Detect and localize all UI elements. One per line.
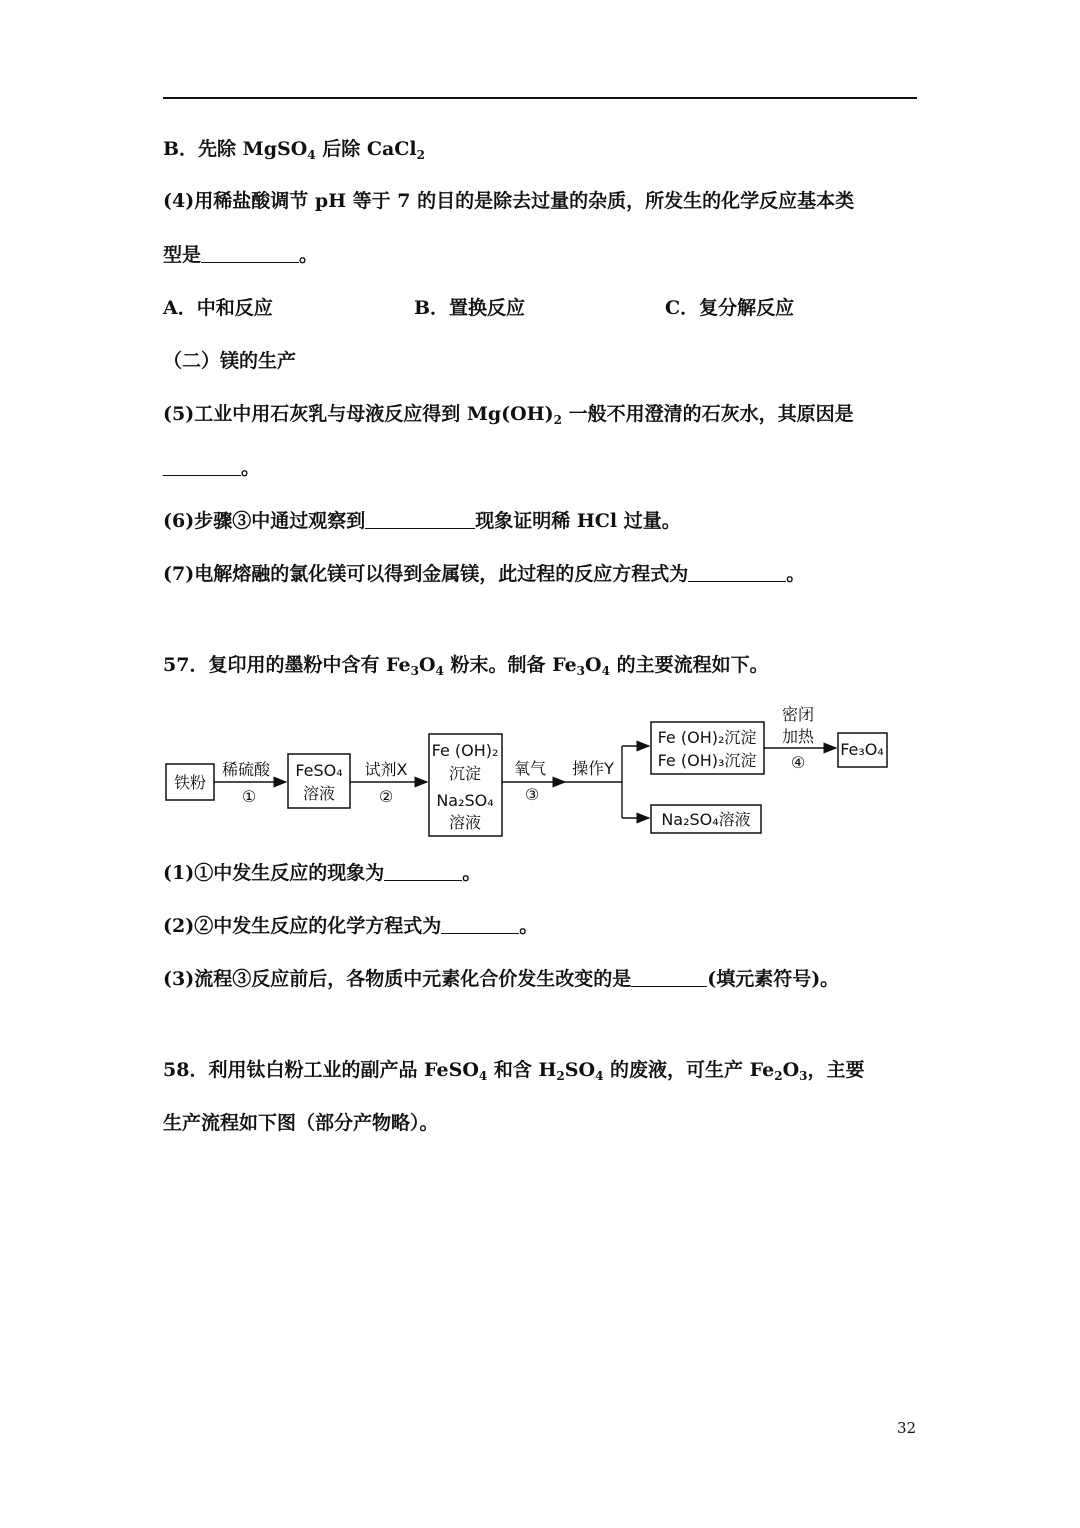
choice-c: C．复分解反应 bbox=[665, 297, 795, 319]
question-57-3: (3)流程③反应前后，各物质中元素化合价发生改变的是 (填元素符号)。 bbox=[163, 968, 840, 990]
page-number: 32 bbox=[897, 1419, 917, 1437]
mixture-label-d: 溶液 bbox=[448, 813, 482, 832]
answer-blank[interactable] bbox=[163, 457, 241, 476]
question-6: (6)步骤③中通过观察到 现象证明稀 HCl 过量。 bbox=[163, 510, 681, 532]
question-58-line1: 58．利用钛白粉工业的副产品 FeSO$_4$ 和含 $H_2SO_4$ 的废液，可生产 $Fe_2O_3$，主要 bbox=[163, 1059, 865, 1083]
iron-powder-label: 铁粉 bbox=[173, 773, 207, 792]
question-5-line1: (5)工业中用石灰乳与母液反应得到 $Mg(OH)_2$ 一般不用澄清的石灰水，其原因是 bbox=[163, 403, 854, 427]
step2-label: ② bbox=[378, 787, 394, 806]
question-5-line2: 。 bbox=[163, 455, 260, 481]
answer-blank[interactable] bbox=[384, 862, 462, 881]
reagent-x-label: 试剂X bbox=[364, 760, 408, 779]
answer-blank[interactable] bbox=[365, 510, 475, 529]
operation-y-label: 操作Y bbox=[572, 759, 614, 778]
question-7: (7)电解熔融的氯化镁可以得到金属镁，此过程的反应方程式为 。 bbox=[163, 563, 806, 585]
choice-a: A．中和反应 bbox=[163, 297, 273, 319]
step3-label: ③ bbox=[524, 785, 540, 804]
choice-b: B．置换反应 bbox=[414, 297, 526, 319]
question-4-line1: (4)用稀盐酸调节 pH 等于 7 的目的是除去过量的杂质，所发生的化学反应基本类 bbox=[163, 190, 855, 212]
feso4-label: FeSO₄ bbox=[295, 761, 343, 780]
mixture-label-b: 沉淀 bbox=[448, 764, 482, 783]
step1-label: ① bbox=[241, 787, 257, 806]
question-4-line2: 型是 。 bbox=[163, 244, 319, 266]
process-flow-diagram bbox=[160, 700, 900, 842]
question-57-2: (2)②中发生反应的化学方程式为 。 bbox=[163, 915, 539, 937]
feso4-solution-label: 溶液 bbox=[302, 784, 336, 803]
heat-label: 加热 bbox=[781, 727, 815, 746]
option-b-line: B．先除 MgSO$_4$ 后除 CaCl$_2$ bbox=[163, 138, 425, 162]
mixture-label-a: Fe (OH)₂ bbox=[431, 741, 499, 760]
answer-blank[interactable] bbox=[688, 563, 786, 582]
mixture-label-c: Na₂SO₄ bbox=[436, 791, 494, 810]
answer-blank[interactable] bbox=[201, 244, 299, 263]
question-57-stem: 57．复印用的墨粉中含有 $Fe_3O_4$ 粉末。制备 $Fe_3O_4$ 的主要流程如下。 bbox=[163, 654, 769, 678]
answer-blank[interactable] bbox=[631, 968, 707, 987]
precipitate-label-b: Fe (OH)₃沉淀 bbox=[657, 751, 757, 770]
precipitate-label-a: Fe (OH)₂沉淀 bbox=[657, 728, 757, 747]
acid-label: 稀硫酸 bbox=[221, 760, 271, 779]
step4-label: ④ bbox=[790, 753, 806, 772]
question-58-line2: 生产流程如下图（部分产物略）。 bbox=[163, 1112, 439, 1134]
section-heading: （二）镁的生产 bbox=[163, 350, 297, 372]
oxygen-label: 氧气 bbox=[513, 759, 547, 778]
product-label: Fe₃O₄ bbox=[840, 740, 884, 759]
question-57-1: (1)①中发生反应的现象为 。 bbox=[163, 862, 482, 884]
byproduct-label: Na₂SO₄溶液 bbox=[661, 810, 751, 829]
answer-blank[interactable] bbox=[441, 915, 519, 934]
header-rule bbox=[163, 97, 917, 99]
sealed-label: 密闭 bbox=[781, 705, 815, 724]
